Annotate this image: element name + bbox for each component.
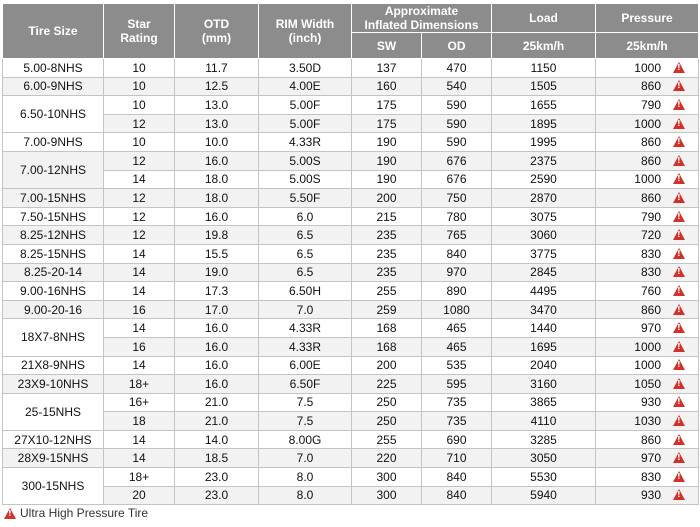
cell-od: 840: [422, 486, 492, 505]
cell-tire-size: 7.00-15NHS: [3, 189, 104, 208]
header-pressure-unit: 25km/h: [596, 33, 699, 59]
cell-otd: 15.5: [175, 244, 259, 263]
cell-star-rating: 14: [104, 319, 175, 338]
cell-tire-size: 6.50-10NHS: [3, 96, 104, 133]
cell-od: 590: [422, 114, 492, 133]
cell-load: 2870: [492, 189, 596, 208]
cell-load: 2040: [492, 356, 596, 375]
warning-triangle-icon: [673, 341, 685, 352]
cell-rim-width: 3.50D: [259, 59, 352, 78]
cell-pressure: [596, 319, 699, 338]
cell-pressure: [596, 375, 699, 394]
pressure-value: 930: [640, 395, 661, 410]
header-approx-dimensions-label: Approximate Inflated Dimensions: [364, 4, 479, 32]
cell-pressure: [596, 133, 699, 152]
table-row: [3, 77, 699, 96]
cell-pressure: [596, 114, 699, 133]
cell-tire-size: 5.00-8NHS: [3, 59, 104, 78]
warning-triangle-icon: [673, 489, 685, 500]
cell-od: 735: [422, 393, 492, 412]
cell-star-rating: 10: [104, 77, 175, 96]
cell-otd: 17.0: [175, 300, 259, 319]
cell-tire-size: 8.25-20-14: [3, 263, 104, 282]
cell-od: 540: [422, 77, 492, 96]
cell-rim-width: 8.00G: [259, 430, 352, 449]
cell-star-rating: 12: [104, 114, 175, 133]
cell-tire-size: 7.50-15NHS: [3, 207, 104, 226]
cell-otd: 16.0: [175, 207, 259, 226]
table-row: [3, 356, 699, 375]
cell-otd: 19.0: [175, 263, 259, 282]
cell-tire-size: 6.00-9NHS: [3, 77, 104, 96]
cell-pressure: [596, 300, 699, 319]
table-row: [3, 226, 699, 245]
cell-od: 710: [422, 449, 492, 468]
pressure-value: 970: [640, 451, 661, 466]
cell-od: 470: [422, 59, 492, 78]
cell-otd: 12.5: [175, 77, 259, 96]
cell-sw: 175: [352, 114, 422, 133]
header-star-rating-label: Star Rating: [120, 17, 158, 45]
cell-load: 1505: [492, 77, 596, 96]
cell-load: 5940: [492, 486, 596, 505]
cell-star-rating: 10: [104, 133, 175, 152]
tire-spec-table: [2, 3, 699, 505]
cell-sw: 225: [352, 375, 422, 394]
cell-rim-width: 7.5: [259, 412, 352, 431]
cell-otd: 19.8: [175, 226, 259, 245]
cell-rim-width: 8.0: [259, 486, 352, 505]
cell-load: 1150: [492, 59, 596, 78]
cell-tire-size: 9.00-16NHS: [3, 282, 104, 301]
cell-od: 890: [422, 282, 492, 301]
cell-rim-width: 6.00E: [259, 356, 352, 375]
cell-load: 1655: [492, 96, 596, 115]
cell-pressure: [596, 430, 699, 449]
cell-rim-width: 4.33R: [259, 133, 352, 152]
cell-otd: 16.0: [175, 356, 259, 375]
warning-triangle-icon: [673, 304, 685, 315]
warning-triangle-icon: [673, 173, 685, 184]
header-sw: SW: [352, 33, 422, 59]
pressure-value: 1000: [634, 116, 661, 131]
legend-text: Ultra High Pressure Tire: [20, 506, 149, 520]
pressure-value: 1000: [634, 339, 661, 354]
cell-sw: 235: [352, 263, 422, 282]
header-load: Load: [492, 4, 596, 33]
cell-star-rating: 16: [104, 337, 175, 356]
cell-load: 3285: [492, 430, 596, 449]
cell-sw: 300: [352, 468, 422, 487]
cell-tire-size: 25-15NHS: [3, 393, 104, 430]
table-row: [3, 319, 699, 338]
cell-od: 1080: [422, 300, 492, 319]
cell-load: 3050: [492, 449, 596, 468]
cell-sw: 250: [352, 412, 422, 431]
cell-od: 970: [422, 263, 492, 282]
cell-rim-width: 4.33R: [259, 337, 352, 356]
cell-od: 465: [422, 337, 492, 356]
cell-otd: 16.0: [175, 151, 259, 170]
table-row: [3, 337, 699, 356]
cell-od: 595: [422, 375, 492, 394]
legend: [4, 506, 148, 520]
cell-load: 1695: [492, 337, 596, 356]
pressure-value: 860: [640, 432, 661, 447]
table-row: [3, 170, 699, 189]
table-row: [3, 430, 699, 449]
table-row: [3, 300, 699, 319]
cell-rim-width: 8.0: [259, 468, 352, 487]
cell-sw: 137: [352, 59, 422, 78]
cell-load: 3775: [492, 244, 596, 263]
cell-otd: 16.0: [175, 337, 259, 356]
cell-pressure: [596, 468, 699, 487]
table-row: [3, 189, 699, 208]
pressure-value: 790: [640, 97, 661, 112]
cell-otd: 18.5: [175, 449, 259, 468]
warning-triangle-icon: [673, 322, 685, 333]
table-row: [3, 468, 699, 487]
cell-tire-size: 8.25-12NHS: [3, 226, 104, 245]
cell-otd: 23.0: [175, 486, 259, 505]
pressure-value: 830: [640, 246, 661, 261]
cell-load: 4495: [492, 282, 596, 301]
cell-star-rating: 14: [104, 430, 175, 449]
cell-star-rating: 12: [104, 207, 175, 226]
cell-otd: 21.0: [175, 393, 259, 412]
header-od: OD: [422, 33, 492, 59]
cell-otd: 23.0: [175, 468, 259, 487]
cell-rim-width: 6.5: [259, 226, 352, 245]
cell-sw: 235: [352, 244, 422, 263]
cell-otd: 13.0: [175, 114, 259, 133]
cell-sw: 220: [352, 449, 422, 468]
cell-pressure: [596, 244, 699, 263]
warning-triangle-icon: [673, 62, 685, 73]
cell-od: 590: [422, 133, 492, 152]
cell-tire-size: 18X7-8NHS: [3, 319, 104, 356]
cell-sw: 250: [352, 393, 422, 412]
table-row: [3, 412, 699, 431]
pressure-value: 1050: [634, 376, 661, 391]
table-row: [3, 486, 699, 505]
cell-otd: 10.0: [175, 133, 259, 152]
cell-star-rating: 12: [104, 189, 175, 208]
cell-star-rating: 14: [104, 244, 175, 263]
cell-pressure: [596, 207, 699, 226]
cell-rim-width: 5.00F: [259, 114, 352, 133]
pressure-value: 860: [640, 135, 661, 150]
cell-sw: 168: [352, 319, 422, 338]
cell-od: 840: [422, 244, 492, 263]
cell-load: 2590: [492, 170, 596, 189]
cell-star-rating: 14: [104, 449, 175, 468]
cell-rim-width: 6.50H: [259, 282, 352, 301]
warning-triangle-icon: [673, 118, 685, 129]
cell-load: 3075: [492, 207, 596, 226]
cell-otd: 11.7: [175, 59, 259, 78]
cell-rim-width: 7.5: [259, 393, 352, 412]
cell-od: 535: [422, 356, 492, 375]
warning-triangle-icon: [673, 452, 685, 463]
header-rim-width-label: RIM Width (inch): [275, 17, 335, 45]
cell-rim-width: 5.00S: [259, 170, 352, 189]
table-row: [3, 282, 699, 301]
cell-otd: 18.0: [175, 170, 259, 189]
cell-otd: 17.3: [175, 282, 259, 301]
cell-od: 676: [422, 151, 492, 170]
cell-pressure: [596, 393, 699, 412]
warning-triangle-icon: [673, 99, 685, 110]
warning-triangle-icon: [673, 415, 685, 426]
warning-triangle-icon: [673, 136, 685, 147]
cell-tire-size: 300-15NHS: [3, 468, 104, 505]
warning-triangle-icon: [673, 229, 685, 240]
pressure-value: 720: [640, 228, 661, 243]
cell-tire-size: 28X9-15NHS: [3, 449, 104, 468]
cell-star-rating: 12: [104, 226, 175, 245]
cell-load: 1440: [492, 319, 596, 338]
cell-tire-size: 27X10-12NHS: [3, 430, 104, 449]
table-row: [3, 449, 699, 468]
cell-otd: 21.0: [175, 412, 259, 431]
cell-od: 750: [422, 189, 492, 208]
cell-tire-size: 23X9-10NHS: [3, 375, 104, 394]
cell-rim-width: 7.0: [259, 449, 352, 468]
cell-od: 840: [422, 468, 492, 487]
cell-rim-width: 7.0: [259, 300, 352, 319]
cell-load: 5530: [492, 468, 596, 487]
warning-triangle-icon: [673, 396, 685, 407]
cell-rim-width: 6.0: [259, 207, 352, 226]
warning-triangle-icon: [673, 434, 685, 445]
cell-star-rating: 20: [104, 486, 175, 505]
cell-sw: 200: [352, 356, 422, 375]
cell-pressure: [596, 263, 699, 282]
cell-tire-size: 8.25-15NHS: [3, 244, 104, 263]
table-row: [3, 133, 699, 152]
cell-load: 3865: [492, 393, 596, 412]
cell-star-rating: 18+: [104, 468, 175, 487]
cell-rim-width: 4.00E: [259, 77, 352, 96]
cell-sw: 190: [352, 151, 422, 170]
cell-pressure: [596, 356, 699, 375]
cell-tire-size: 7.00-9NHS: [3, 133, 104, 152]
cell-pressure: [596, 170, 699, 189]
warning-triangle-icon: [673, 471, 685, 482]
pressure-value: 830: [640, 469, 661, 484]
cell-tire-size: 9.00-20-16: [3, 300, 104, 319]
cell-load: 1995: [492, 133, 596, 152]
table-body: [3, 59, 699, 505]
pressure-value: 860: [640, 79, 661, 94]
cell-od: 590: [422, 96, 492, 115]
cell-star-rating: 16: [104, 300, 175, 319]
pressure-value: 970: [640, 321, 661, 336]
pressure-value: 1000: [634, 358, 661, 373]
warning-triangle-icon: [673, 378, 685, 389]
cell-sw: 259: [352, 300, 422, 319]
cell-od: 676: [422, 170, 492, 189]
cell-star-rating: 14: [104, 282, 175, 301]
warning-triangle-icon: [673, 359, 685, 370]
cell-star-rating: 14: [104, 170, 175, 189]
cell-od: 735: [422, 412, 492, 431]
header-rim-width: [259, 4, 352, 59]
warning-triangle-icon: [673, 285, 685, 296]
header-load-unit: 25km/h: [492, 33, 596, 59]
table-row: [3, 263, 699, 282]
warning-triangle-icon: [673, 80, 685, 91]
table-row: [3, 59, 699, 78]
cell-star-rating: 18+: [104, 375, 175, 394]
cell-sw: 160: [352, 77, 422, 96]
warning-triangle-icon: [673, 192, 685, 203]
cell-load: 4110: [492, 412, 596, 431]
cell-star-rating: 16+: [104, 393, 175, 412]
cell-sw: 255: [352, 282, 422, 301]
cell-sw: 300: [352, 486, 422, 505]
warning-triangle-icon: [673, 248, 685, 259]
warning-triangle-icon: [673, 211, 685, 222]
cell-pressure: [596, 151, 699, 170]
cell-otd: 18.0: [175, 189, 259, 208]
cell-star-rating: 14: [104, 263, 175, 282]
cell-load: 3060: [492, 226, 596, 245]
cell-pressure: [596, 337, 699, 356]
header-star-rating: [104, 4, 175, 59]
header-approx-dimensions: [352, 4, 492, 33]
cell-star-rating: 18: [104, 412, 175, 431]
header-pressure: Pressure: [596, 4, 699, 33]
cell-tire-size: 7.00-12NHS: [3, 151, 104, 188]
cell-sw: 190: [352, 170, 422, 189]
cell-tire-size: 21X8-9NHS: [3, 356, 104, 375]
cell-rim-width: 5.50F: [259, 189, 352, 208]
cell-pressure: [596, 412, 699, 431]
cell-star-rating: 12: [104, 151, 175, 170]
cell-sw: 190: [352, 133, 422, 152]
cell-load: 2375: [492, 151, 596, 170]
warning-triangle-icon: [673, 266, 685, 277]
cell-pressure: [596, 96, 699, 115]
table-row: [3, 393, 699, 412]
table-row: [3, 96, 699, 115]
cell-sw: 168: [352, 337, 422, 356]
cell-pressure: [596, 59, 699, 78]
table-row: [3, 244, 699, 263]
cell-load: 2845: [492, 263, 596, 282]
cell-sw: 255: [352, 430, 422, 449]
cell-rim-width: 6.5: [259, 244, 352, 263]
table-row: [3, 375, 699, 394]
cell-star-rating: 10: [104, 96, 175, 115]
header-tire-size: Tire Size: [3, 4, 104, 59]
pressure-value: 790: [640, 209, 661, 224]
cell-load: 3160: [492, 375, 596, 394]
pressure-value: 1030: [634, 414, 661, 429]
cell-rim-width: 6.50F: [259, 375, 352, 394]
cell-otd: 16.0: [175, 319, 259, 338]
header-otd: [175, 4, 259, 59]
warning-triangle-icon: [4, 508, 16, 519]
cell-star-rating: 10: [104, 59, 175, 78]
pressure-value: 760: [640, 283, 661, 298]
cell-sw: 200: [352, 189, 422, 208]
cell-pressure: [596, 449, 699, 468]
cell-pressure: [596, 77, 699, 96]
cell-od: 780: [422, 207, 492, 226]
cell-od: 765: [422, 226, 492, 245]
cell-rim-width: 5.00S: [259, 151, 352, 170]
cell-sw: 215: [352, 207, 422, 226]
cell-rim-width: 4.33R: [259, 319, 352, 338]
pressure-value: 830: [640, 265, 661, 280]
pressure-value: 930: [640, 488, 661, 503]
cell-rim-width: 5.00F: [259, 96, 352, 115]
cell-od: 690: [422, 430, 492, 449]
table-row: [3, 207, 699, 226]
cell-sw: 235: [352, 226, 422, 245]
cell-pressure: [596, 486, 699, 505]
cell-pressure: [596, 189, 699, 208]
cell-sw: 175: [352, 96, 422, 115]
pressure-value: 1000: [634, 172, 661, 187]
header-otd-label: OTD (mm): [201, 17, 232, 45]
cell-load: 3470: [492, 300, 596, 319]
cell-od: 465: [422, 319, 492, 338]
cell-otd: 13.0: [175, 96, 259, 115]
pressure-value: 860: [640, 153, 661, 168]
table-row: [3, 114, 699, 133]
pressure-value: 1000: [634, 60, 661, 75]
warning-triangle-icon: [673, 155, 685, 166]
cell-rim-width: 6.5: [259, 263, 352, 282]
pressure-value: 860: [640, 190, 661, 205]
pressure-value: 860: [640, 302, 661, 317]
cell-load: 1895: [492, 114, 596, 133]
table-row: [3, 151, 699, 170]
cell-otd: 16.0: [175, 375, 259, 394]
cell-pressure: [596, 226, 699, 245]
cell-pressure: [596, 282, 699, 301]
cell-otd: 14.0: [175, 430, 259, 449]
cell-star-rating: 14: [104, 356, 175, 375]
